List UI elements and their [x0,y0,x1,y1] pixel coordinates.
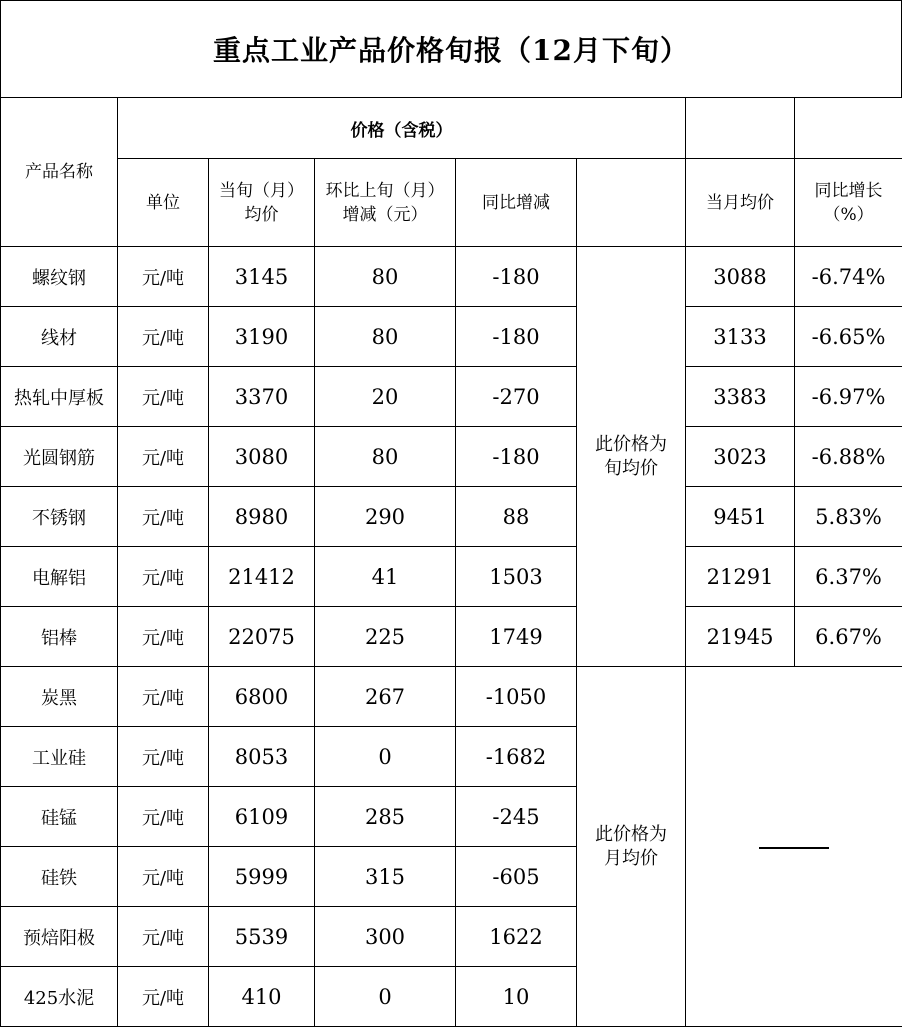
month-average-cell: 21291 [686,547,795,607]
product-name-cell: 炭黑 [1,667,118,727]
header-note-spacer [577,159,686,247]
current-price-cell: 21412 [209,547,315,607]
table-row [1,307,902,367]
unit-cell: 元/吨 [118,667,209,727]
unit-cell: 元/吨 [118,907,209,967]
month-average-cell: 3023 [686,427,795,487]
current-price-cell: 3145 [209,247,315,307]
product-name-cell: 硅锰 [1,787,118,847]
yoy-change-cell: 10 [456,967,577,1027]
ten-day-note-line1: 此价格为 [595,433,668,455]
product-name-cell: 预焙阳极 [1,907,118,967]
unit-cell: 元/吨 [118,967,209,1027]
mom-change-cell: 300 [315,907,456,967]
current-price-cell: 3080 [209,427,315,487]
unit-cell: 元/吨 [118,307,209,367]
month-average-cell: 3088 [686,247,795,307]
current-price-cell: 8053 [209,727,315,787]
unit-cell: 元/吨 [118,547,209,607]
current-price-cell: 5539 [209,907,315,967]
table-row [1,367,902,427]
header-product-name [1,98,118,247]
product-name-cell: 电解铝 [1,547,118,607]
product-name-cell: 线材 [1,307,118,367]
yoy-change-cell: 88 [456,487,577,547]
ten-day-average-note [577,247,686,667]
table-row [1,427,902,487]
unit-cell: 元/吨 [118,427,209,487]
yoy-change-cell: -1682 [456,727,577,787]
current-price-cell: 3190 [209,307,315,367]
header-unit [118,159,209,247]
current-price-cell: 5999 [209,847,315,907]
yoy-growth-cell: 6.67% [795,607,902,667]
yoy-growth-cell: 6.37% [795,547,902,607]
table-row [1,607,902,667]
product-name-cell: 铝棒 [1,607,118,667]
report-title: 重点工业产品价格旬报（12月下旬） [0,0,902,98]
mom-change-cell: 285 [315,787,456,847]
header-mom-line2: 增减（元） [342,204,428,225]
header-yoy-growth-line2: （%） [823,204,874,225]
unit-cell: 元/吨 [118,487,209,547]
mom-change-cell: 80 [315,427,456,487]
yoy-growth-cell: -6.65% [795,307,902,367]
unit-cell: 元/吨 [118,847,209,907]
mom-change-cell: 225 [315,607,456,667]
header-unit-text: 单位 [146,192,180,213]
current-price-cell: 8980 [209,487,315,547]
yoy-growth-cell: -6.88% [795,427,902,487]
yoy-change-cell: -1050 [456,667,577,727]
header-current-avg-line2: 均价 [244,204,279,225]
month-average-cell: 21945 [686,607,795,667]
unit-cell: 元/吨 [118,367,209,427]
product-name-cell: 不锈钢 [1,487,118,547]
mom-change-cell: 80 [315,307,456,367]
table-row [1,247,902,307]
unit-cell: 元/吨 [118,787,209,847]
unit-cell: 元/吨 [118,607,209,667]
mom-change-cell: 267 [315,667,456,727]
yoy-change-cell: -245 [456,787,577,847]
header-price-group-text: 价格（含税） [350,120,453,141]
mom-change-cell: 80 [315,247,456,307]
product-name-cell: 硅铁 [1,847,118,907]
header-product-name-text: 产品名称 [25,162,93,182]
header-mom-line1: 环比上旬（月） [325,180,445,201]
header-yoy-change [456,159,577,247]
yoy-growth-cell: -6.74% [795,247,902,307]
dash-line [759,847,829,849]
price-table [0,97,902,1027]
header-row-2 [1,159,902,247]
header-row-1 [1,98,902,159]
yoy-growth-cell: -6.97% [795,367,902,427]
unit-cell: 元/吨 [118,727,209,787]
header-current-avg-line1: 当旬（月） [219,180,304,201]
header-yoy-growth-line1: 同比增长 [814,180,883,201]
yoy-change-cell: 1503 [456,547,577,607]
header-empty-cell-2 [795,98,902,159]
unit-cell: 元/吨 [118,247,209,307]
ten-day-note-line2: 旬均价 [604,457,659,479]
current-price-cell: 6109 [209,787,315,847]
mom-change-cell: 0 [315,967,456,1027]
month-average-cell: 3133 [686,307,795,367]
header-yoy-growth [795,159,902,247]
current-price-cell: 3370 [209,367,315,427]
product-name-cell: 425水泥 [1,967,118,1027]
product-name-cell: 热轧中厚板 [1,367,118,427]
month-average-cell: 3383 [686,367,795,427]
mom-change-cell: 41 [315,547,456,607]
monthly-note-line2: 月均价 [604,847,659,869]
price-table-body [1,98,902,1027]
mom-change-cell: 315 [315,847,456,907]
mom-change-cell: 20 [315,367,456,427]
yoy-change-cell: -180 [456,427,577,487]
product-name-cell: 螺纹钢 [1,247,118,307]
product-name-cell: 工业硅 [1,727,118,787]
mom-change-cell: 0 [315,727,456,787]
yoy-change-cell: 1622 [456,907,577,967]
header-month-avg [686,159,795,247]
yoy-change-cell: -270 [456,367,577,427]
yoy-growth-cell: 5.83% [795,487,902,547]
header-month-avg-text: 当月均价 [706,192,775,213]
mom-change-cell: 290 [315,487,456,547]
header-empty-cell-1 [686,98,795,159]
current-price-cell: 6800 [209,667,315,727]
current-price-cell: 22075 [209,607,315,667]
table-row [1,487,902,547]
yoy-change-cell: -180 [456,307,577,367]
monthly-note-line1: 此价格为 [595,823,668,845]
current-price-cell: 410 [209,967,315,1027]
not-applicable-cell [686,667,902,1027]
header-mom-change [315,159,456,247]
monthly-average-note [577,667,686,1027]
table-row [1,547,902,607]
month-average-cell: 9451 [686,487,795,547]
yoy-change-cell: -605 [456,847,577,907]
header-price-group [118,98,686,159]
table-row [1,667,902,727]
yoy-change-cell: 1749 [456,607,577,667]
yoy-change-cell: -180 [456,247,577,307]
product-name-cell: 光圆钢筋 [1,427,118,487]
header-yoy-change-text: 同比增减 [482,192,550,213]
header-current-avg [209,159,315,247]
